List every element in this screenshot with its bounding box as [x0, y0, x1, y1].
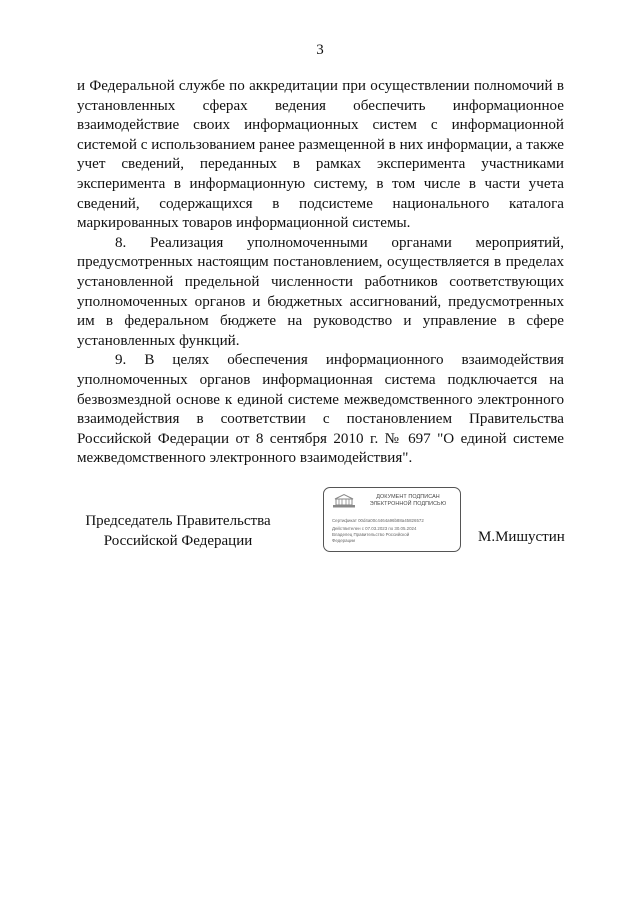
electronic-signature-stamp: [323, 487, 461, 552]
paragraph-continued: и Федеральной службе по аккредитации при осуществлении полномочий в установленных сферах ведения обеспечить информационное взаимодействие своих информационных систем с информационной системой с использованием ранее размещенной в них информации, а также учет сведений, переданных в рамках эксперимента участниками эксперимента в информационную систему, в том числе в части учета сведений, содержащихся в подсистеме национального каталога маркированных товаров информационной системы.: [77, 78, 564, 232]
signer-position-line-1: Председатель Правительства: [85, 513, 271, 529]
stamp-header-line-2: ЭЛЕКТРОННОЙ ПОДПИСЬЮ: [369, 501, 447, 507]
stamp-validity: Действителен с 07.03.2023 по 30.05.2024: [332, 526, 417, 531]
stamp-header: [358, 494, 458, 508]
stamp-certificate: Сертификат 00d4a00c4464a96b88a45826572: [332, 518, 424, 523]
stamp-owner-line-1: Владелец Правительство Российской: [332, 532, 410, 537]
document-body: [77, 77, 564, 469]
page-number: 3: [316, 42, 324, 58]
signer-name: М.Мишустин: [478, 529, 565, 545]
stamp-owner-line-2: Федерации: [332, 538, 355, 543]
paragraph-item-8: 8. Реализация уполномоченными органами мероприятий, предусмотренных настоящим постановлением, осуществляется в пределах установленной предельной численности работников соответствующих уполномоченных органов и бюджетных ассигнований, предусмотренных им в федеральном бюджете на руководство и управление в сфере установленных функций.: [77, 234, 564, 349]
signer-position-line-2: Российской Федерации: [103, 532, 253, 549]
coat-of-arms-icon: [332, 493, 356, 509]
signer-position: [78, 512, 278, 551]
paragraph-item-9: 9. В целях обеспечения информационного взаимодействия уполномоченных органов информационная система подключается на безвозмездной основе к единой системе межведомственного электронного взаимодействия в соответствии с постановлением Правительства Российской Федерации от 8 сентября 2010 г. № 697 "О единой системе межведомственного электронного взаимодействия".: [77, 352, 564, 467]
stamp-header-line-1: ДОКУМЕНТ ПОДПИСАН: [376, 494, 440, 500]
